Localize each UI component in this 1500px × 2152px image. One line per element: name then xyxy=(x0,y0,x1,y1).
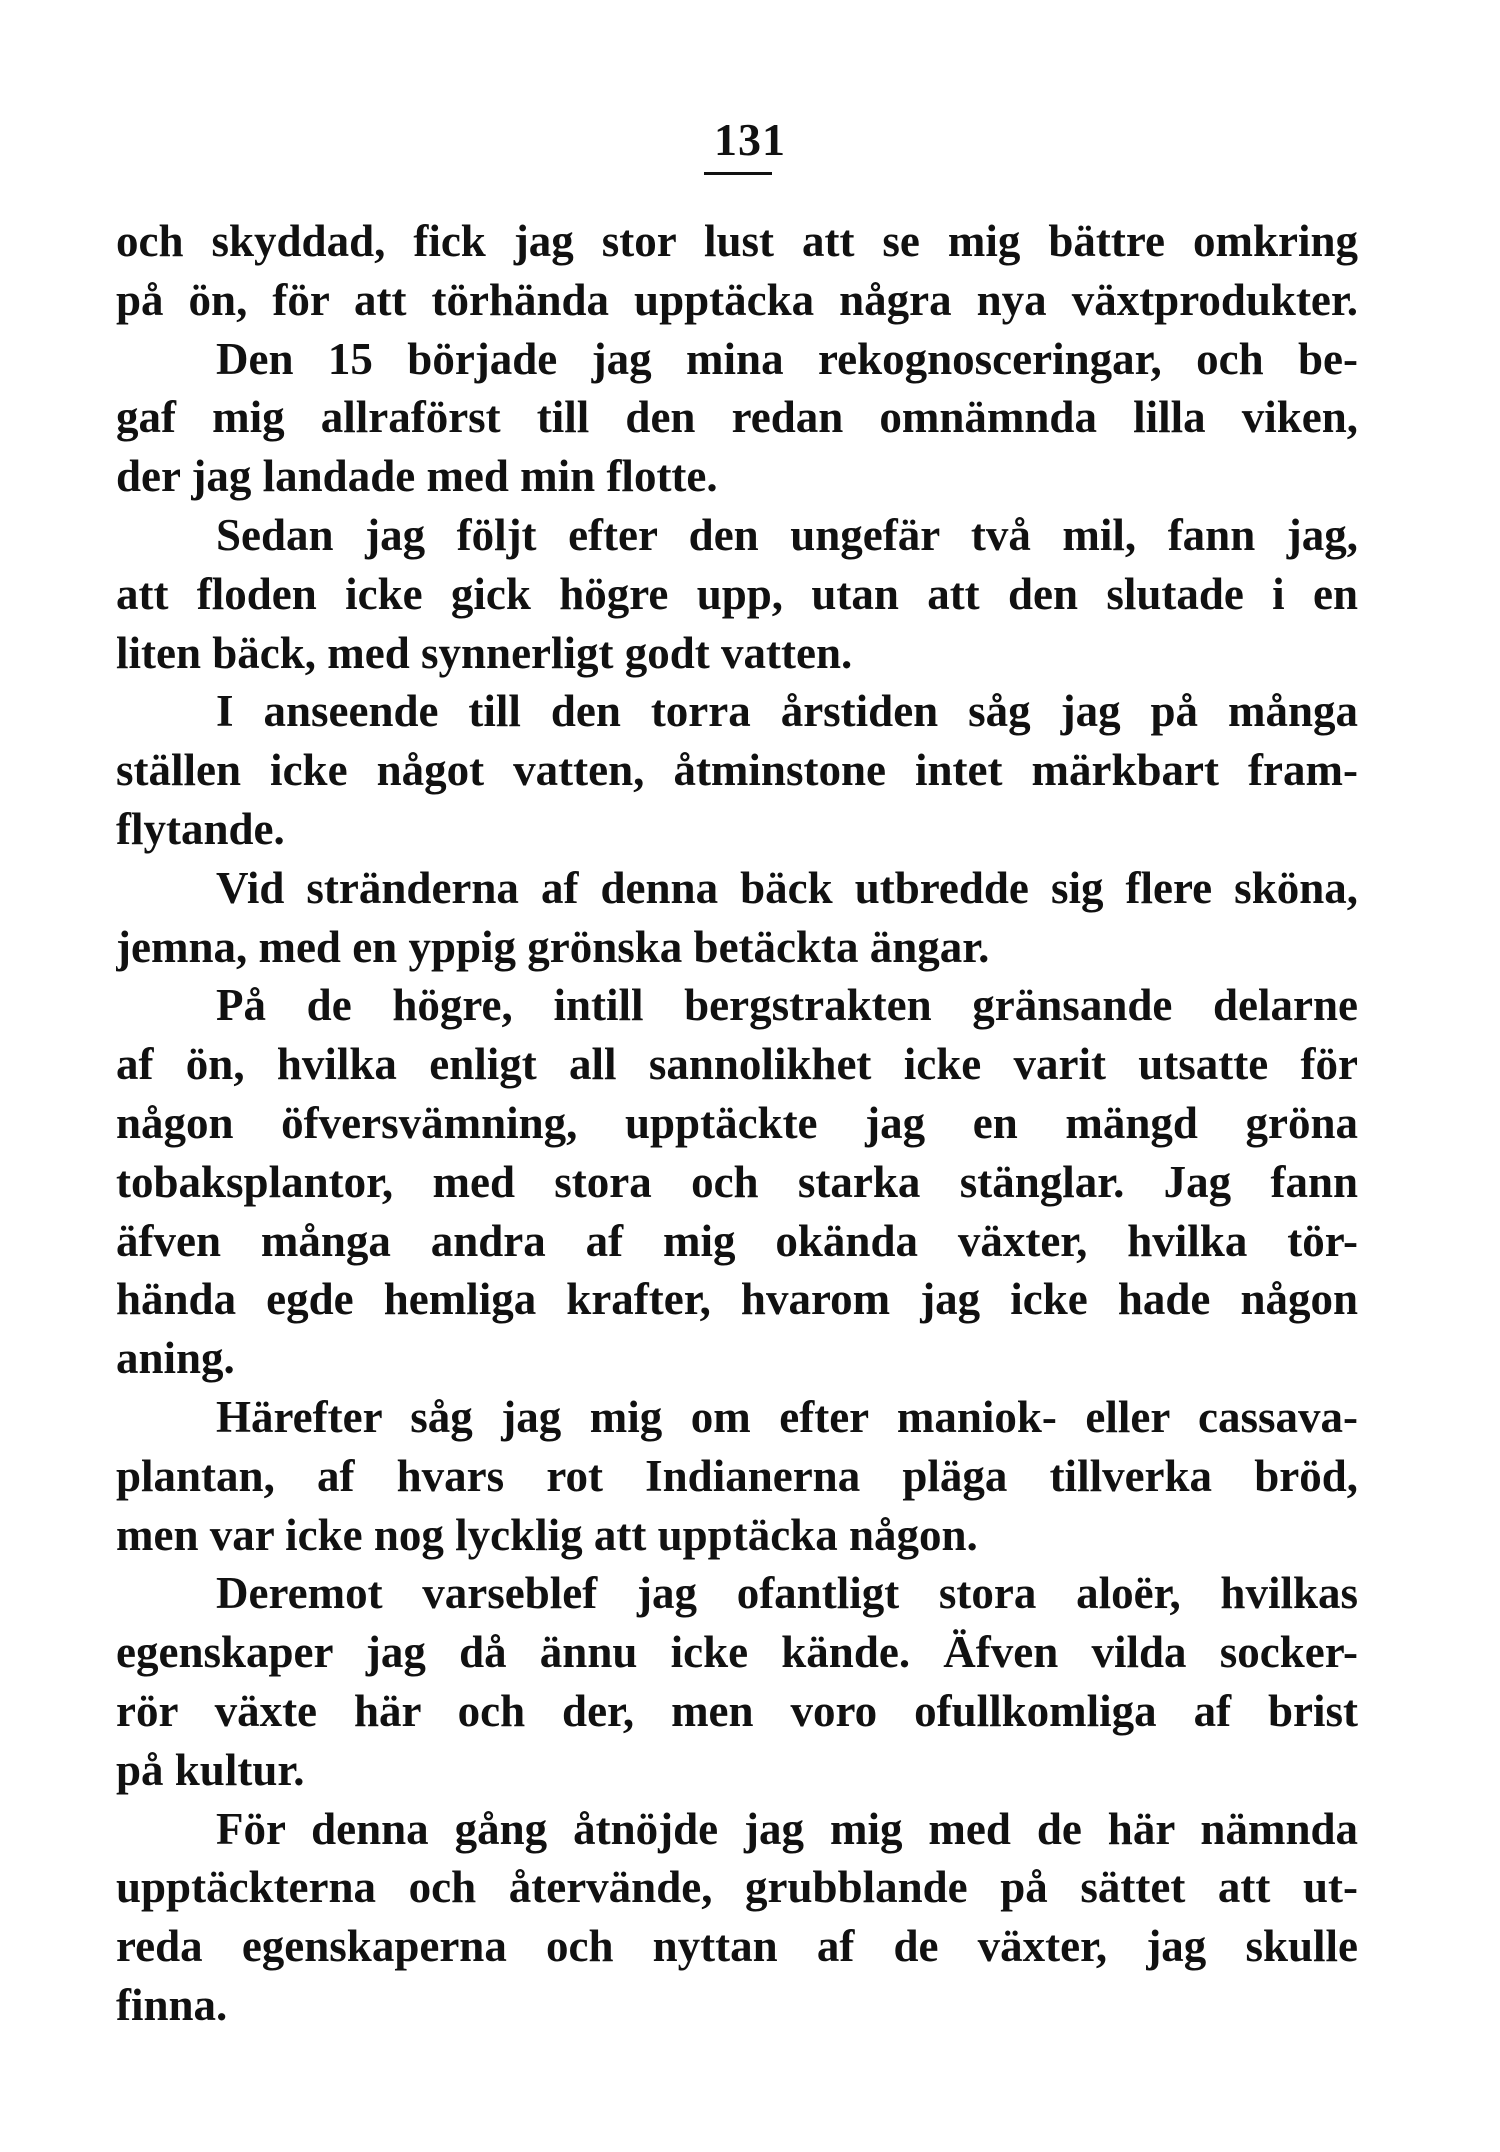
text-line: upptäckterna och återvände, grubblande på sättet att ut- xyxy=(116,1862,1358,1913)
text-line: gaf mig allraförst till den redan omnämnda lilla viken, xyxy=(116,392,1358,443)
text-line: flytande. xyxy=(116,803,285,854)
text-line: på kultur. xyxy=(116,1744,305,1795)
text-line: Härefter såg jag mig om efter maniok- eller cassava- xyxy=(216,1391,1358,1442)
text-line: Den 15 började jag mina rekognosceringar, och be- xyxy=(216,333,1358,384)
text-line: egenskaper jag då ännu icke kände. Äfven vilda socker- xyxy=(116,1627,1358,1678)
text-line: på ön, för att törhända upptäcka några nya växtprodukter. xyxy=(116,274,1358,325)
page-number-underline xyxy=(704,172,772,175)
text-line: rör växte här och der, men voro ofullkomliga af brist xyxy=(116,1685,1358,1736)
text-line: jemna, med en yppig grönska betäckta ängar. xyxy=(116,921,990,972)
text-line: reda egenskaperna och nyttan af de växter, jag skulle xyxy=(116,1921,1358,1972)
text-line: finna. xyxy=(116,1979,228,2030)
text-line: men var icke nog lycklig att upptäcka någon. xyxy=(116,1509,978,1560)
text-line: plantan, af hvars rot Indianerna pläga tillverka bröd, xyxy=(116,1450,1358,1501)
page-number: 131 xyxy=(714,114,786,165)
text-line: Deremot varseblef jag ofantligt stora aloër, hvilkas xyxy=(216,1568,1358,1619)
text-line: För denna gång åtnöjde jag mig med de här nämnda xyxy=(216,1803,1358,1854)
text-line: På de högre, intill bergstrakten gränsande delarne xyxy=(216,980,1358,1031)
text-line: Sedan jag följt efter den ungefär två mil, fann jag, xyxy=(216,509,1358,560)
text-line: tobaksplantor, med stora och starka stänglar. Jag fann xyxy=(116,1156,1358,1207)
text-line: I anseende till den torra årstiden såg jag på många xyxy=(216,686,1358,737)
text-line: aning. xyxy=(116,1333,235,1384)
text-line: ställen icke något vatten, åtminstone intet märkbart fram- xyxy=(116,745,1358,796)
text-line: och skyddad, fick jag stor lust att se mig bättre omkring xyxy=(116,216,1358,266)
text-line: äfven många andra af mig okända växter, hvilka tör- xyxy=(116,1215,1358,1266)
text-line: Vid stränderna af denna bäck utbredde sig flere sköna, xyxy=(216,862,1358,913)
text-line: att floden icke gick högre upp, utan att den slutade i en xyxy=(116,568,1358,619)
text-line: af ön, hvilka enligt all sannolikhet icke varit utsatte för xyxy=(116,1039,1358,1090)
body-text xyxy=(116,212,1358,2035)
text-line: hända egde hemliga krafter, hvarom jag icke hade någon xyxy=(116,1274,1358,1325)
text-line: der jag landade med min flotte. xyxy=(116,451,718,502)
text-line: någon öfversvämning, upptäckte jag en mängd gröna xyxy=(116,1097,1358,1148)
text-line: liten bäck, med synnerligt godt vatten. xyxy=(116,627,853,678)
